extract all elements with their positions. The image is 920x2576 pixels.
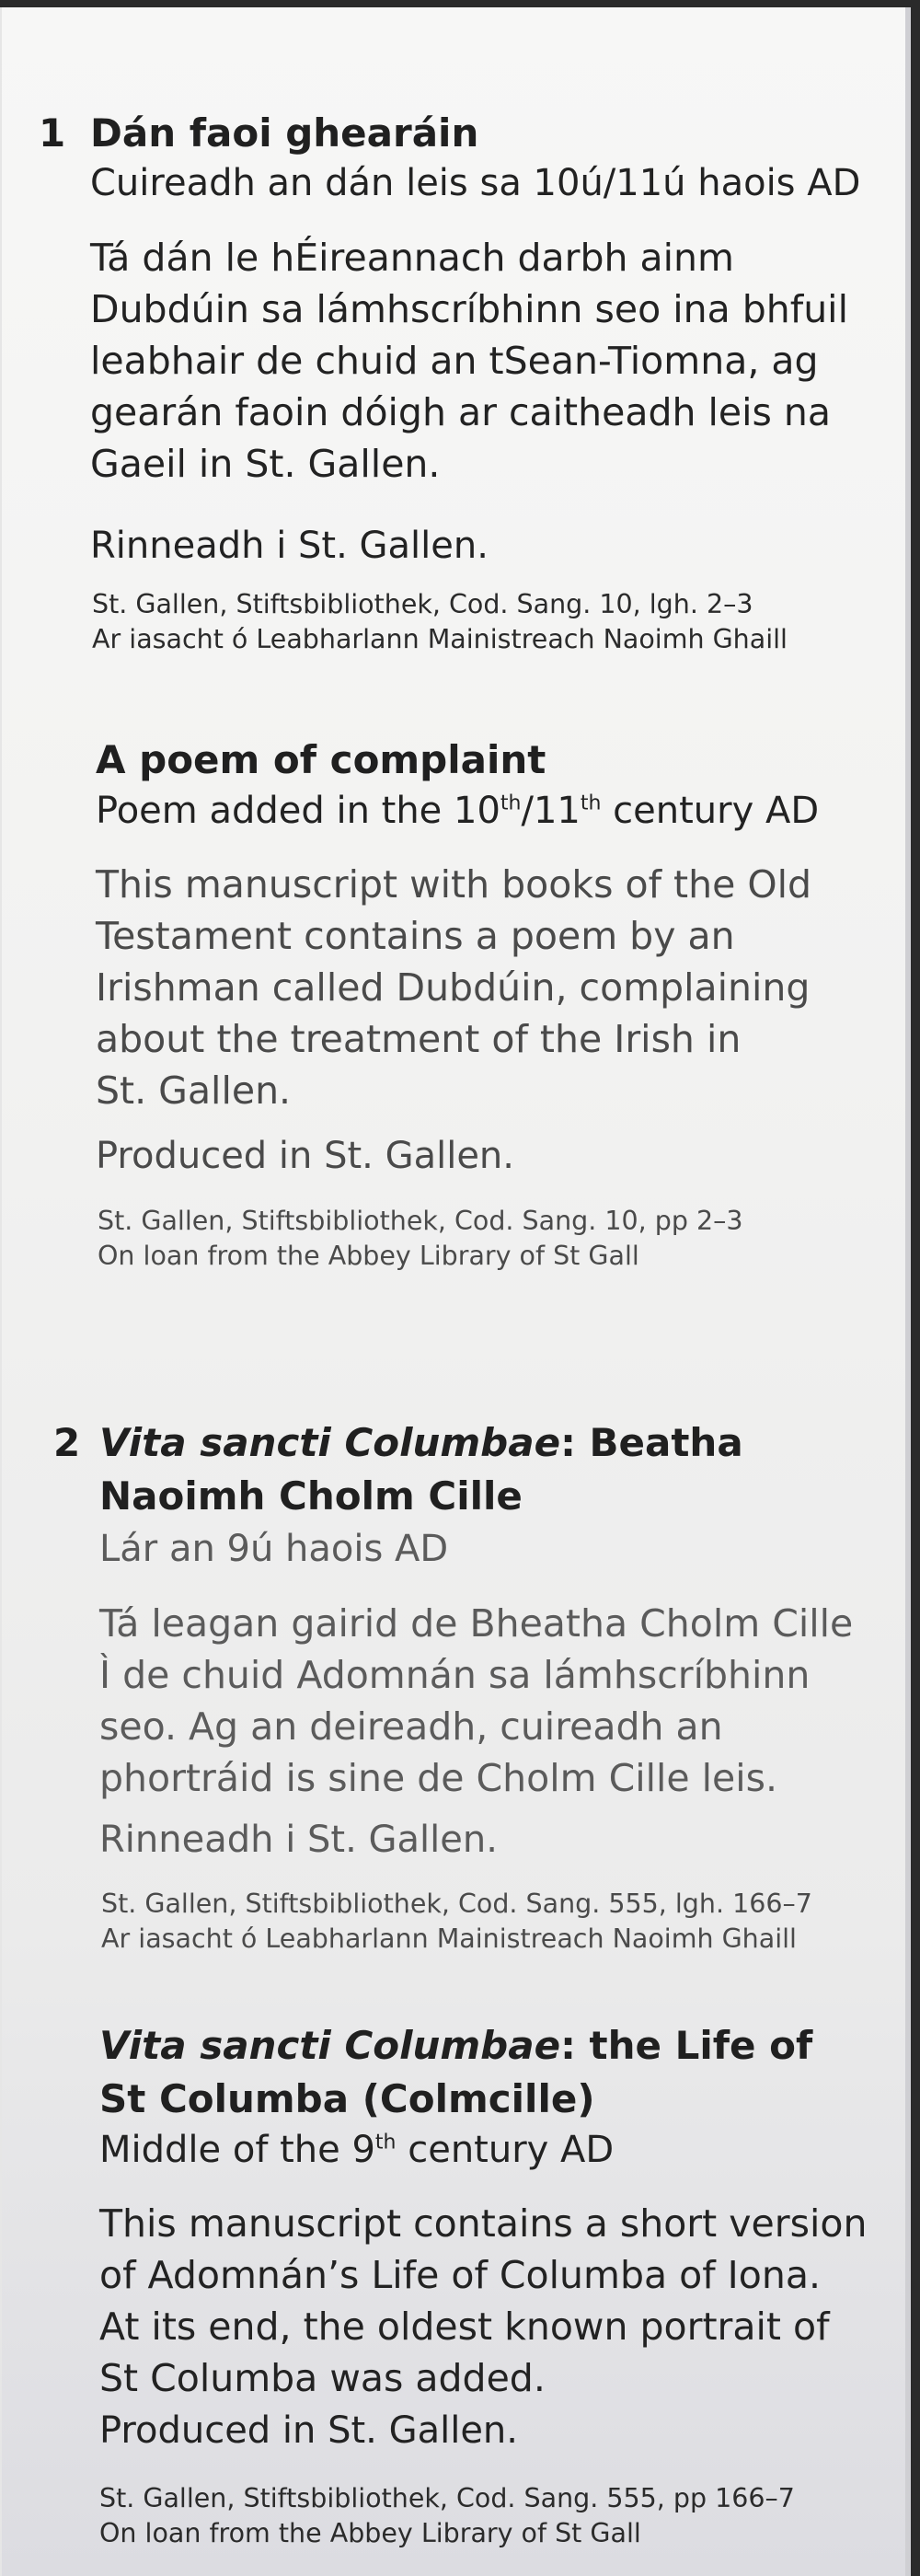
entry-title-english: Vita sancti Columbae: the Life of: [99, 2023, 813, 2068]
body-line: At its end, the oldest known portrait of: [99, 2305, 830, 2349]
produced-line-english: Produced in St. Gallen.: [96, 1135, 514, 1177]
reference-irish: [101, 1887, 812, 1957]
reference-line: On loan from the Abbey Library of St Gall: [98, 1241, 639, 1271]
reference-line: St. Gallen, Stiftsbibliothek, Cod. Sang. 10, pp 2–3: [98, 1206, 743, 1236]
body-line: Dubdúin sa lámhscríbhinn seo ina bhfuil: [90, 287, 848, 331]
entry-date-irish: Lár an 9ú haois AD: [99, 1528, 449, 1570]
entry-body-irish: [99, 1598, 853, 1804]
reference-line: Ar iasacht ó Leabharlann Mainistreach Naoimh Ghaill: [101, 1923, 797, 1954]
body-line: of Adomnán’s Life of Columba of Iona.: [99, 2253, 822, 2297]
body-line: Irishman called Dubdúin, complaining: [96, 965, 811, 1010]
reference-line: St. Gallen, Stiftsbibliothek, Cod. Sang. 10, lgh. 2–3: [92, 589, 753, 619]
body-line: Gaeil in St. Gallen.: [90, 442, 441, 486]
body-line: about the treatment of the Irish in: [96, 1017, 742, 1061]
body-line: St Columba was added.: [99, 2356, 546, 2400]
exhibit-label-panel: [0, 7, 911, 2576]
produced-line-english: Produced in St. Gallen.: [99, 2409, 518, 2452]
entry-body-irish: [90, 232, 848, 490]
entry-number: 2: [53, 1420, 81, 1465]
produced-line-irish: Rinneadh i St. Gallen.: [99, 1819, 498, 1861]
body-line: gearán faoin dóigh ar caitheadh leis na: [90, 390, 832, 434]
body-line: Tá dán le hÉireannach darbh ainm: [90, 236, 734, 280]
entry-title-irish: Dán faoi ghearáin: [90, 110, 479, 156]
entry-body-english: [99, 2198, 867, 2404]
entry-title-irish-line2: Naoimh Cholm Cille: [99, 1473, 523, 1519]
entry-date-english: Middle of the 9th century AD: [99, 2129, 615, 2171]
reference-english: [99, 2481, 795, 2551]
reference-line: On loan from the Abbey Library of St Gall: [99, 2518, 641, 2548]
reference-line: St. Gallen, Stiftsbibliothek, Cod. Sang. 555, pp 166–7: [99, 2483, 795, 2513]
entry-date-english: Poem added in the 10th/11th century AD: [96, 790, 820, 832]
entry-title-english-line2: St Columba (Colmcille): [99, 2076, 595, 2121]
body-line: This manuscript with books of the Old: [96, 862, 812, 907]
body-line: St. Gallen.: [96, 1069, 292, 1113]
body-line: Testament contains a poem by an: [96, 914, 735, 958]
produced-line-irish: Rinneadh i St. Gallen.: [90, 525, 489, 567]
reference-english: [98, 1204, 743, 1274]
entry-number: 1: [39, 110, 66, 156]
entry-body-english: [96, 859, 811, 1116]
body-line: seo. Ag an deireadh, cuireadh an: [99, 1704, 723, 1749]
entry-title-english: A poem of complaint: [96, 737, 546, 782]
body-line: This manuscript contains a short version: [99, 2201, 868, 2246]
entry-title-irish: Vita sancti Columbae: Beatha: [99, 1420, 743, 1465]
reference-line: St. Gallen, Stiftsbibliothek, Cod. Sang. 555, lgh. 166–7: [101, 1889, 812, 1919]
reference-irish: [92, 587, 788, 657]
body-line: phortráid is sine de Cholm Cille leis.: [99, 1756, 778, 1800]
body-line: Ì de chuid Adomnán sa lámhscríbhinn: [99, 1653, 811, 1697]
reference-line: Ar iasacht ó Leabharlann Mainistreach Naoimh Ghaill: [92, 624, 788, 654]
body-line: leabhair de chuid an tSean-Tiomna, ag: [90, 339, 819, 383]
body-line: Tá leagan gairid de Bheatha Cholm Cille: [99, 1601, 854, 1646]
entry-date-irish: Cuireadh an dán leis sa 10ú/11ú haois AD: [90, 162, 861, 204]
